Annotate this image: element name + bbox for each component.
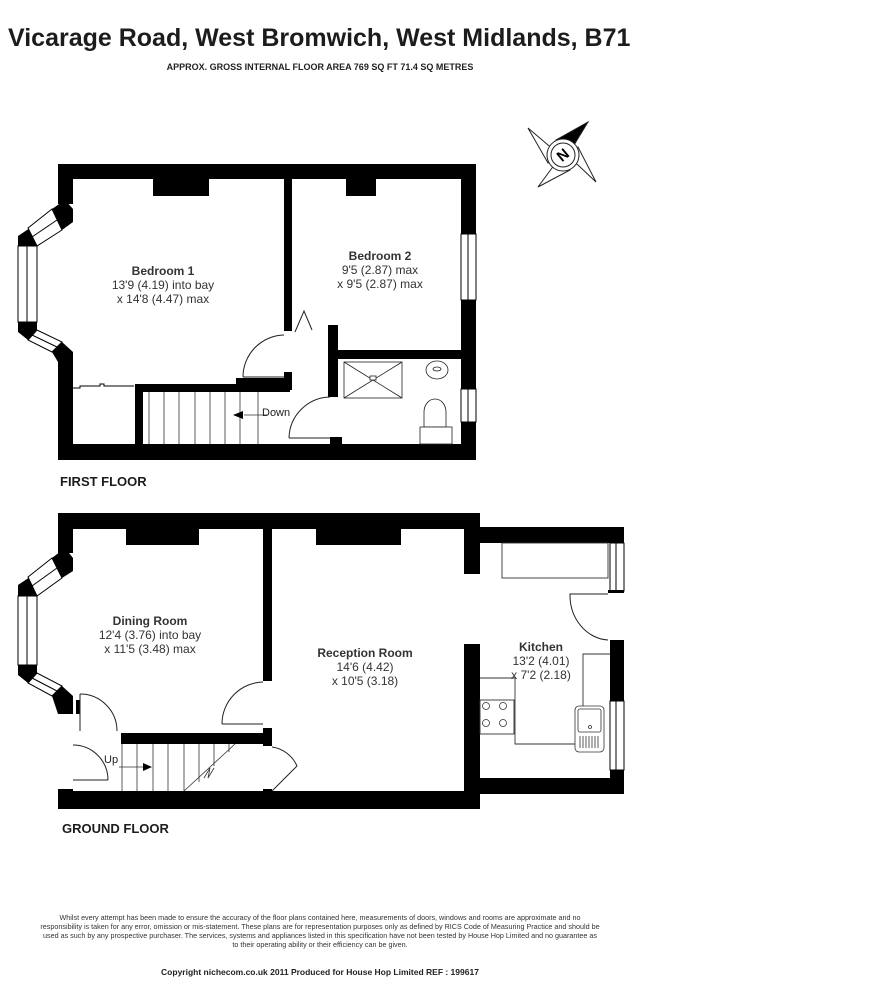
room-name: Bedroom 1 <box>131 264 195 278</box>
room-dining-room <box>80 614 220 656</box>
room-bedroom-2 <box>310 249 450 291</box>
room-name: Reception Room <box>317 646 413 660</box>
room-kitchen <box>501 640 581 682</box>
room-dimension: x 10'5 (3.18) <box>331 674 399 688</box>
room-dimension: x 14'8 (4.47) max <box>116 292 210 306</box>
north-compass-icon <box>528 122 596 187</box>
room-bedroom-1 <box>88 264 238 306</box>
first-floor-label: FIRST FLOOR <box>60 474 147 489</box>
room-dimension: 14'6 (4.42) <box>336 660 394 674</box>
room-dimension: 9'5 (2.87) max <box>341 263 419 277</box>
room-dimension: 13'2 (4.01) <box>512 654 570 668</box>
stairs-arrow-icon <box>233 411 243 419</box>
room-dimension: 13'9 (4.19) into bay <box>111 278 215 292</box>
room-dimension: 12'4 (3.76) into bay <box>98 628 202 642</box>
disclaimer-text: Whilst every attempt has been made to ensure the accuracy of the floor plans contained here, measurements of doors, windows and rooms are approximate and no responsibility is taken for any error, omission or mis-statement. These plans are for representation purposes only as defined by RICS Code of Measuring Practice and should be used as such by any prospective purchaser. The services, systems and appliances listed in this specification have not been tested by House Hop Limited and no guarantee as to their operating ability or their efficiency can be given. <box>40 913 600 949</box>
room-dimension: x 11'5 (3.48) max <box>104 642 196 656</box>
room-dimension: x 9'5 (2.87) max <box>337 277 423 291</box>
room-name: Bedroom 2 <box>348 249 412 263</box>
floor-area-subtitle: APPROX. GROSS INTERNAL FLOOR AREA 769 SQ FT 71.4 SQ METRES <box>166 62 474 72</box>
svg-text:N: N <box>553 145 573 166</box>
first-floor-plan <box>18 164 476 460</box>
page-title: Vicarage Road, West Bromwich, West Midlands, B71 <box>8 24 631 52</box>
room-dimension: x 7'2 (2.18) <box>511 668 571 682</box>
room-name: Dining Room <box>112 614 188 628</box>
copyright-text: Copyright nichecom.co.uk 2011 Produced for House Hop Limited REF : 199617 <box>161 967 479 977</box>
stairs-up-label: Up <box>104 754 119 766</box>
stairs-down-label: Down <box>262 407 291 419</box>
stairs-arrow-icon <box>143 763 152 771</box>
room-name: Kitchen <box>518 640 563 654</box>
room-reception-room <box>300 646 430 688</box>
ground-floor-label: GROUND FLOOR <box>62 821 169 836</box>
